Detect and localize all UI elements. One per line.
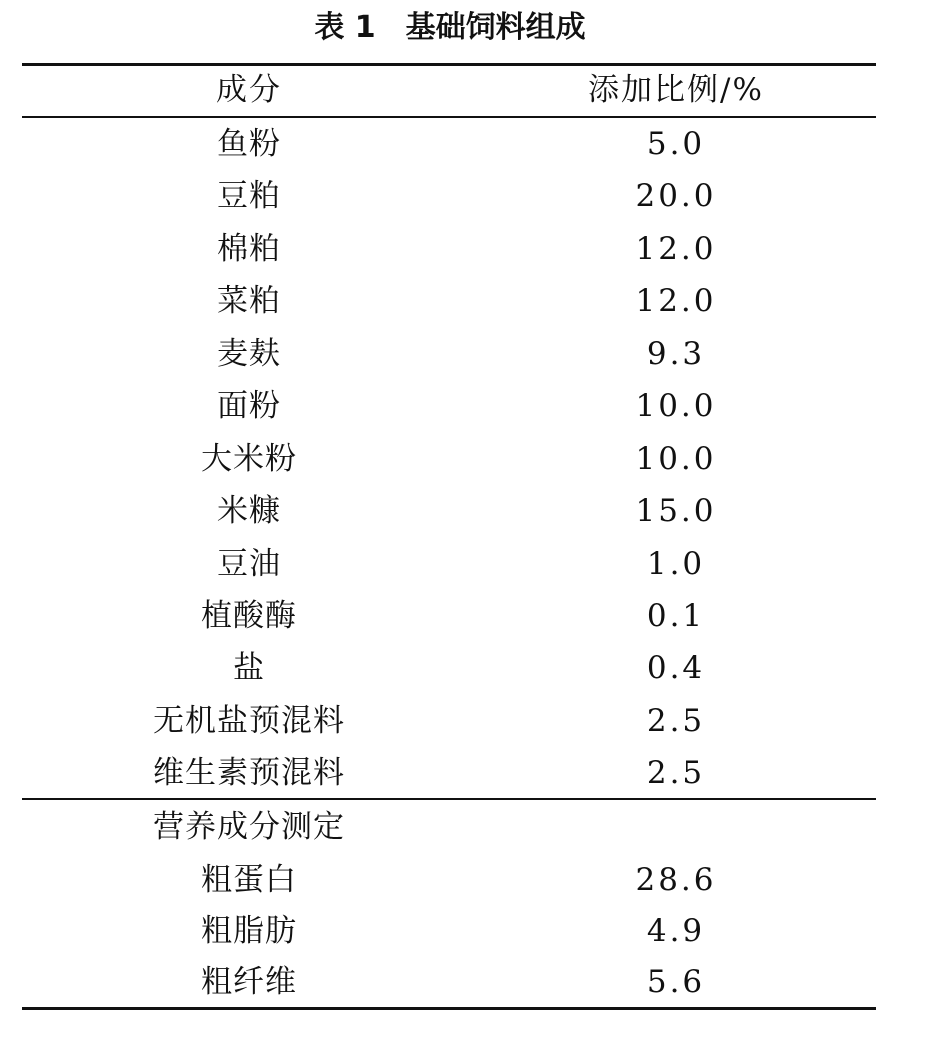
table-row	[22, 590, 876, 642]
table-row	[22, 275, 876, 327]
ingredient-name: 棉粕	[217, 231, 281, 267]
ingredient-value: 5.0	[646, 126, 706, 162]
table-row	[22, 485, 876, 537]
nutrient-value: 28.6	[635, 862, 717, 898]
nutrient-name: 粗纤维	[201, 964, 297, 1000]
table-row	[22, 223, 876, 275]
ingredient-value: 20.0	[635, 178, 717, 214]
table-row	[22, 747, 876, 799]
ingredient-name: 无机盐预混料	[153, 703, 345, 739]
ingredient-name: 植酸酶	[201, 598, 297, 634]
table-row	[22, 433, 876, 485]
table-title: 基础饲料组成	[405, 10, 586, 45]
section-rule	[22, 798, 876, 800]
table-number: 表 1	[314, 10, 376, 45]
ingredient-value: 0.4	[646, 650, 706, 686]
ingredient-name: 维生素预混料	[153, 755, 345, 791]
nutrient-value: 4.9	[646, 913, 706, 949]
table-row	[22, 854, 876, 906]
header-row	[22, 64, 876, 116]
ingredient-value: 2.5	[646, 703, 706, 739]
bottom-rule	[22, 1007, 876, 1010]
ingredient-value: 9.3	[646, 336, 706, 372]
table-row	[22, 328, 876, 380]
table-row	[22, 380, 876, 432]
table-row	[22, 956, 876, 1008]
table-row	[22, 695, 876, 747]
ingredient-value: 12.0	[635, 283, 717, 319]
ingredient-name: 豆粕	[217, 178, 281, 214]
table-caption	[0, 4, 900, 52]
ingredient-name: 豆油	[217, 546, 281, 582]
ingredient-value: 1.0	[646, 546, 706, 582]
table-row	[22, 642, 876, 694]
ingredient-name: 麦麸	[217, 336, 281, 372]
nutrient-name: 粗蛋白	[201, 862, 297, 898]
ingredient-name: 大米粉	[201, 441, 297, 477]
ingredient-value: 12.0	[635, 231, 717, 267]
header-ingredient: 成分	[216, 72, 282, 108]
table-row	[22, 118, 876, 170]
nutrient-name: 粗脂肪	[201, 913, 297, 949]
table-row	[22, 170, 876, 222]
table-row	[22, 538, 876, 590]
ingredient-name: 菜粕	[217, 283, 281, 319]
ingredient-name: 米糠	[217, 493, 281, 529]
table-row	[22, 905, 876, 957]
ingredient-value: 10.0	[635, 388, 717, 424]
nutrient-value: 5.6	[646, 964, 706, 1000]
ingredient-value: 15.0	[635, 493, 717, 529]
nutrient-section-label: 营养成分测定	[153, 809, 345, 845]
ingredient-value: 0.1	[646, 598, 706, 634]
section-header-row	[22, 801, 876, 853]
header-ratio: 添加比例/%	[588, 72, 764, 108]
ingredient-value: 2.5	[646, 755, 706, 791]
ingredient-name: 盐	[233, 650, 265, 686]
ingredient-name: 鱼粉	[217, 126, 281, 162]
ingredient-value: 10.0	[635, 441, 717, 477]
ingredient-name: 面粉	[217, 388, 281, 424]
